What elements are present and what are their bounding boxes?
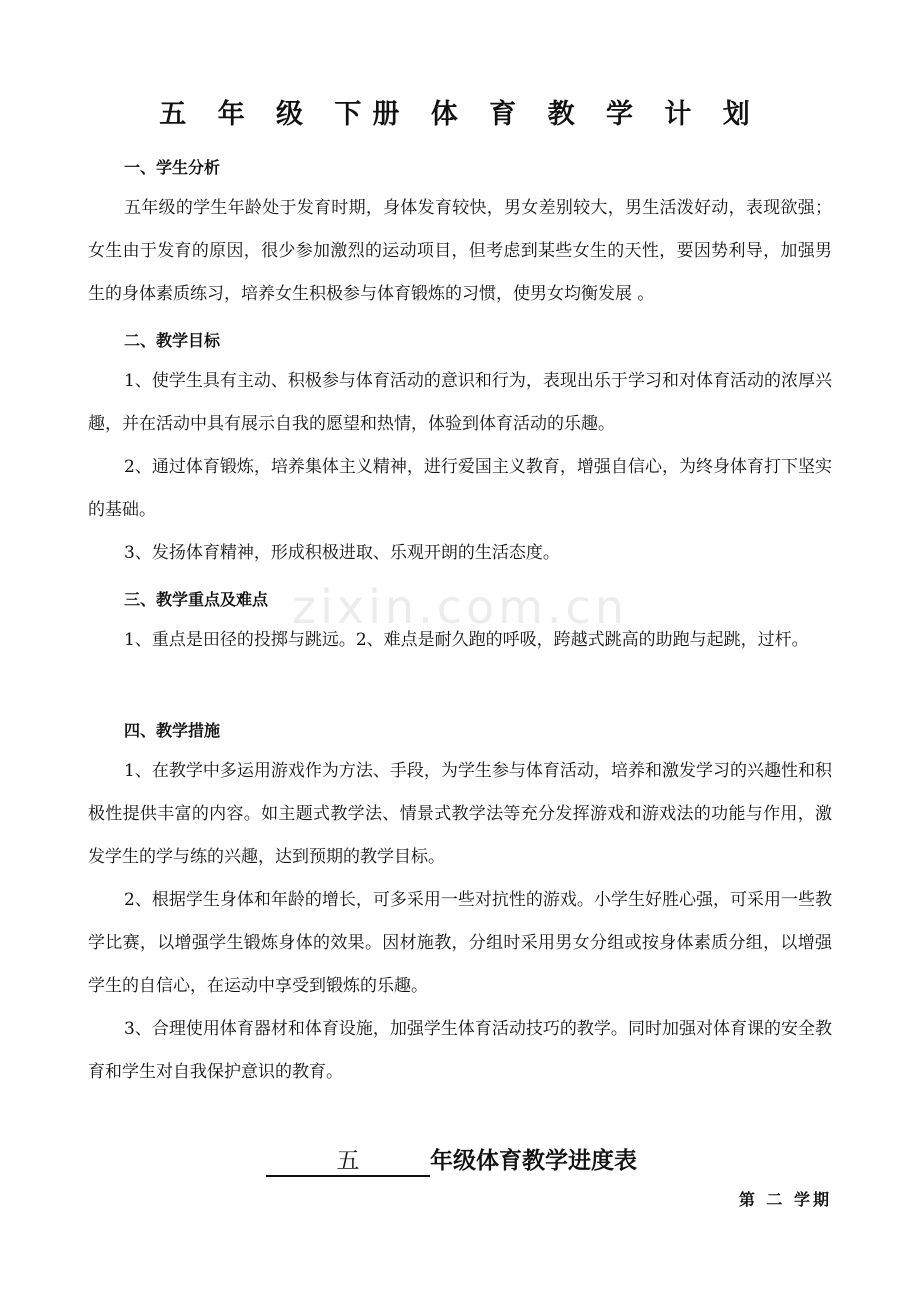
paragraph-goal-2: 2、通过体育锻炼，培养集体主义精神，进行爱国主义教育，增强自信心，为终身体育打下坚实的基础。 <box>88 457 832 520</box>
section-heading-teaching-measures: 四、教学措施 <box>124 721 221 740</box>
paragraph-student-analysis: 五年级的学生年龄处于发育时期，身体发育较快，男女差别较大，男生活泼好动，表现欲强；女生由于发育的原因，很少参加激烈的运动项目，但考虑到某些女生的天性，要因势利导，加强男生的身体素质练习，培养女生积极参与体育锻炼的习惯，使男女均衡发展 。 <box>88 198 832 304</box>
paragraph-measure-2: 2、根据学生身体和年龄的增长，可多采用一些对抗性的游戏。小学生好胜心强，可采用一些教学比赛，以增强学生锻炼身体的效果。因材施教，分组时采用男女分组或按身体素质分组，以增强学生的自信心，在运动中享受到锻炼的乐趣。 <box>88 890 832 996</box>
document-title: 五 年 级 下册 体 育 教 学 计 划 <box>159 99 761 130</box>
semester-label: 第 二 学期 <box>738 1190 832 1209</box>
section-heading-teaching-goals: 二、教学目标 <box>124 331 221 350</box>
paragraph-goal-3: 3、发扬体育精神，形成积极进取、乐观开朗的生活态度。 <box>124 543 560 563</box>
paragraph-key-points: 1、重点是田径的投掷与跳远。2、难点是耐久跑的呼吸，跨越式跳高的助跑与起跳，过杆。 <box>124 630 809 650</box>
section-heading-student-analysis: 一、学生分析 <box>124 158 221 177</box>
schedule-title <box>266 1142 637 1177</box>
watermark: zixin.com.cn <box>291 580 629 634</box>
paragraph-measure-1: 1、在教学中多运用游戏作为方法、手段，为学生参与体育活动，培养和激发学习的兴趣性和积极性提供丰富的内容。如主题式教学法、情景式教学法等充分发挥游戏和游戏法的功能与作用，激发学生的学与练的兴趣，达到预期的教学目标。 <box>88 761 832 867</box>
section-heading-key-points: 三、教学重点及难点 <box>124 590 269 609</box>
paragraph-goal-1: 1、使学生具有主动、积极参与体育活动的意识和行为，表现出乐于学习和对体育活动的浓厚兴趣，并在活动中具有展示自我的愿望和热情，体验到体育活动的乐趣。 <box>88 371 832 434</box>
grade-fill-in: 五 <box>266 1147 430 1177</box>
paragraph-measure-3: 3、合理使用体育器材和体育设施，加强学生体育活动技巧的教学。同时加强对体育课的安全教育和学生对自我保护意识的教育。 <box>88 1019 832 1082</box>
schedule-title-text: 年级体育教学进度表 <box>430 1148 637 1174</box>
